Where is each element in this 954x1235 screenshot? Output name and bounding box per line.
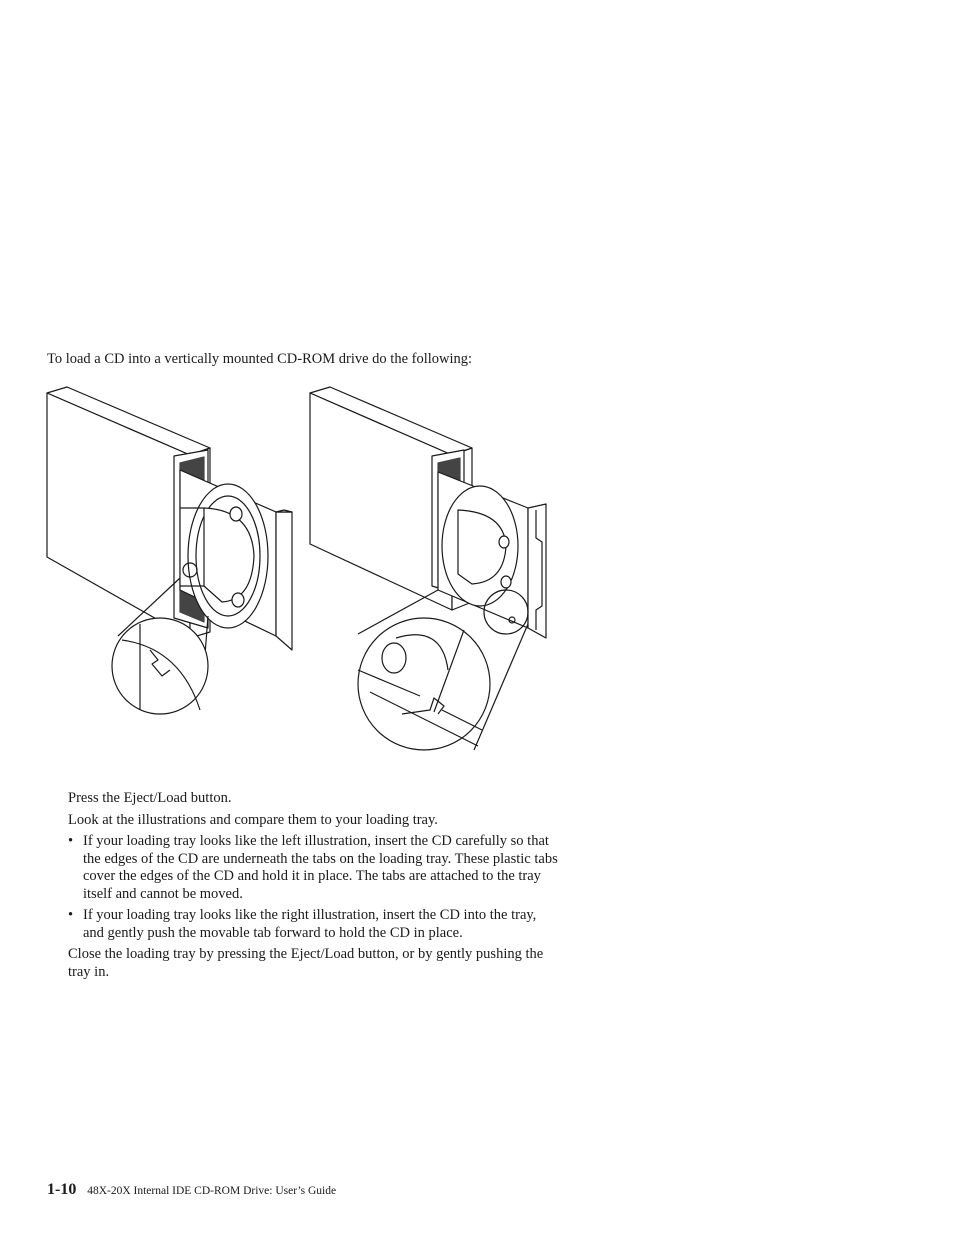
- step-press-eject: Press the Eject/Load button.: [68, 790, 232, 806]
- guide-title: 48X-20X Internal IDE CD-ROM Drive: User’s Guide: [87, 1185, 337, 1197]
- cd-drive-movable-tab-illustration-icon: [310, 387, 546, 750]
- list-item-fixed-tabs: • If your loading tray looks like the left illustration, insert the CD carefully so that the edges of the CD are underneath the tabs on the loading tray. These plastic tabs cover the edges of the CD and hold it in place. The tabs are attached to the tray itself and cannot be moved.: [68, 833, 558, 903]
- page-number: 1-10: [47, 1181, 77, 1198]
- step-close-tray: Close the loading tray by pressing the Eject/Load button, or by gently pushing the tray in.: [68, 946, 544, 980]
- cd-drive-fixed-tabs-illustration-icon: [47, 387, 292, 714]
- tray-type-list: [68, 833, 558, 942]
- intro-text: To load a CD into a vertically mounted CD-ROM drive do the following:: [47, 351, 473, 367]
- loading-illustrations: [40, 380, 570, 760]
- page-footer: [47, 1180, 336, 1201]
- step-compare-tray: Look at the illustrations and compare them to your loading tray.: [68, 811, 438, 828]
- list-item-movable-tab: • If your loading tray looks like the right illustration, insert the CD into the tray, and gently push the movable tab forward to hold the CD in place.: [68, 907, 558, 942]
- instruction-steps: [68, 790, 558, 985]
